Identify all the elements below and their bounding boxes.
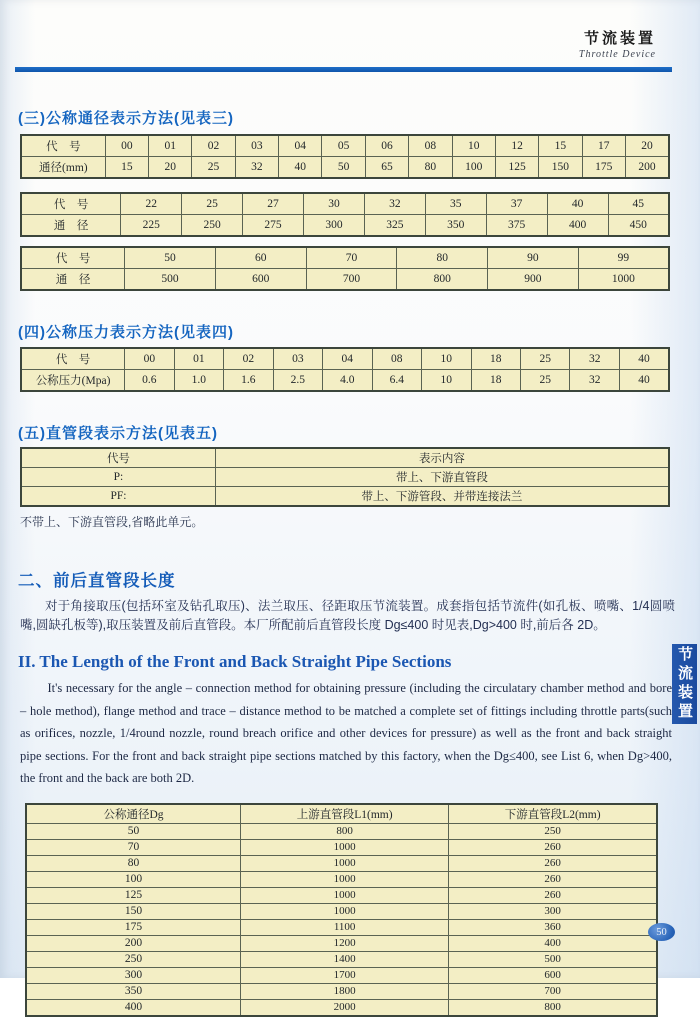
table-diameter-codes-1 — [20, 134, 670, 179]
row-label-cell: 70 — [26, 839, 241, 855]
section-2-body-en: It's necessary for the angle – connection method for obtaining pressure (including the circulatary chamber method and bore – hole method), flange method and trace – distance method to be matched a complete set of fittings including throttle parts(such as orifices, nozzle, 1/4round nozzle, round breach orifice and other devices for pressure) as well as the front and back straight pipe sections. For the front and back straight pipe sections matched by this factory, when the Dg≤400, see List 6, when Dg>400, the front and the back are both 2D. — [20, 681, 672, 785]
value-cell: 600 — [215, 269, 306, 291]
table-row — [26, 935, 657, 951]
value-cell: 350 — [425, 215, 486, 237]
value-cell: 15 — [539, 135, 582, 157]
value-cell: 25 — [521, 370, 570, 392]
row-label-cell: 350 — [26, 983, 241, 999]
value-cell: 360 — [449, 919, 657, 935]
table-diameter-codes-2 — [20, 192, 670, 237]
value-cell: 03 — [273, 348, 322, 370]
value-cell: 40 — [619, 370, 669, 392]
row-label-cell: 100 — [26, 871, 241, 887]
value-cell: 260 — [449, 887, 657, 903]
value-cell: 25 — [182, 193, 243, 215]
value-cell: 500 — [449, 951, 657, 967]
value-cell: 17 — [582, 135, 625, 157]
value-cell: 800 — [397, 269, 488, 291]
value-cell: 1800 — [241, 983, 449, 999]
value-cell: 250 — [449, 823, 657, 839]
value-cell: 70 — [306, 247, 397, 269]
table-row — [26, 871, 657, 887]
value-cell: 65 — [365, 157, 408, 179]
value-cell: 250 — [182, 215, 243, 237]
value-cell: 700 — [449, 983, 657, 999]
value-cell: 2000 — [241, 999, 449, 1016]
value-cell: 300 — [449, 903, 657, 919]
value-cell: 03 — [235, 135, 278, 157]
value-cell: 下游直管段L2(mm) — [449, 804, 657, 824]
value-cell: 04 — [323, 348, 372, 370]
value-cell: 400 — [547, 215, 608, 237]
value-cell: 27 — [243, 193, 304, 215]
row-label-cell: 公称压力(Mpa) — [21, 370, 125, 392]
value-cell: 45 — [608, 193, 669, 215]
value-cell: 01 — [149, 135, 192, 157]
value-cell: 90 — [488, 247, 579, 269]
value-cell: 1000 — [241, 871, 449, 887]
row-label-cell: 50 — [26, 823, 241, 839]
section-3-title: (三)公称通径表示方法(见表三) — [18, 110, 234, 127]
section-4-title: (四)公称压力表示方法(见表四) — [18, 324, 234, 341]
table-row — [26, 919, 657, 935]
value-cell: 20 — [625, 135, 669, 157]
value-cell: 带上、下游管段、并带连接法兰 — [215, 487, 669, 507]
value-cell: 300 — [304, 215, 365, 237]
row-label-cell: 125 — [26, 887, 241, 903]
value-cell: 375 — [486, 215, 547, 237]
table-pipe-section-codes — [20, 447, 670, 507]
table-row — [21, 269, 669, 291]
table-row — [26, 951, 657, 967]
value-cell: 1400 — [241, 951, 449, 967]
value-cell: 40 — [547, 193, 608, 215]
table-pressure-codes — [20, 347, 670, 392]
value-cell: 40 — [279, 157, 322, 179]
value-cell: 1200 — [241, 935, 449, 951]
table-row — [26, 887, 657, 903]
value-cell: 80 — [397, 247, 488, 269]
value-cell: 1.6 — [224, 370, 273, 392]
value-cell: 80 — [409, 157, 452, 179]
row-label-cell: P: — [21, 468, 215, 487]
table-row — [26, 823, 657, 839]
row-label-cell: 150 — [26, 903, 241, 919]
value-cell: 100 — [452, 157, 495, 179]
table-row — [21, 247, 669, 269]
value-cell: 表示内容 — [215, 448, 669, 468]
value-cell: 260 — [449, 839, 657, 855]
value-cell: 125 — [495, 157, 538, 179]
value-cell: 00 — [105, 135, 148, 157]
table-diameter-codes-3 — [20, 246, 670, 291]
value-cell: 1000 — [578, 269, 669, 291]
value-cell: 6.4 — [372, 370, 421, 392]
value-cell: 12 — [495, 135, 538, 157]
value-cell: 1000 — [241, 887, 449, 903]
value-cell: 25 — [192, 157, 235, 179]
header-title-cn: 节流装置 — [583, 30, 656, 47]
row-label-cell: 代 号 — [21, 247, 125, 269]
table-straight-pipe-lengths — [25, 803, 658, 1017]
value-cell: 1000 — [241, 839, 449, 855]
row-label-cell: 通径(mm) — [21, 157, 105, 179]
row-label-cell: 80 — [26, 855, 241, 871]
value-cell: 1.0 — [174, 370, 223, 392]
row-label-cell: 300 — [26, 967, 241, 983]
value-cell: 400 — [449, 935, 657, 951]
value-cell: 1000 — [241, 903, 449, 919]
value-cell: 800 — [449, 999, 657, 1016]
header-rule — [15, 67, 672, 72]
value-cell: 200 — [625, 157, 669, 179]
value-cell: 35 — [425, 193, 486, 215]
table-row — [26, 967, 657, 983]
value-cell: 32 — [235, 157, 278, 179]
header-title-en: Throttle Device — [578, 49, 656, 60]
table-row — [26, 903, 657, 919]
value-cell: 900 — [488, 269, 579, 291]
page-header — [0, 0, 656, 60]
value-cell: 上游直管段L1(mm) — [241, 804, 449, 824]
value-cell: 01 — [174, 348, 223, 370]
value-cell: 4.0 — [323, 370, 372, 392]
value-cell: 60 — [215, 247, 306, 269]
value-cell: 50 — [322, 157, 365, 179]
row-label-cell: 250 — [26, 951, 241, 967]
value-cell: 50 — [125, 247, 216, 269]
table-row — [21, 157, 669, 179]
value-cell: 260 — [449, 871, 657, 887]
value-cell: 500 — [125, 269, 216, 291]
value-cell: 02 — [224, 348, 273, 370]
table-row — [26, 855, 657, 871]
value-cell: 06 — [365, 135, 408, 157]
value-cell: 99 — [578, 247, 669, 269]
section-2-body-cn: 对于角接取压(包括环室及钻孔取压)、法兰取压、径距取压节流装置。成套指包括节流件(如孔板、喷嘴、1/4圆喷嘴,圆缺孔板等),取压装置及前后直管段。本厂所配前后直管段长度 Dg≤400 时见表,Dg>400 时,前后各 2D。 — [20, 599, 675, 632]
section-2-title-en: II. The Length of the Front and Back Straight Pipe Sections — [18, 652, 452, 671]
value-cell: 30 — [304, 193, 365, 215]
value-cell: 05 — [322, 135, 365, 157]
table-row — [26, 804, 657, 824]
section-2-title-cn: 二、前后直管段长度 — [18, 572, 176, 590]
value-cell: 02 — [192, 135, 235, 157]
value-cell: 22 — [121, 193, 182, 215]
table-row — [21, 215, 669, 237]
table-row — [21, 135, 669, 157]
section-5-title: (五)直管段表示方法(见表五) — [18, 425, 218, 442]
table-row — [26, 839, 657, 855]
value-cell: 32 — [364, 193, 425, 215]
value-cell: 00 — [125, 348, 174, 370]
value-cell: 32 — [570, 348, 619, 370]
value-cell: 25 — [521, 348, 570, 370]
value-cell: 0.6 — [125, 370, 174, 392]
row-label-cell: 400 — [26, 999, 241, 1016]
value-cell: 260 — [449, 855, 657, 871]
value-cell: 40 — [619, 348, 669, 370]
row-label-cell: 代 号 — [21, 193, 121, 215]
value-cell: 225 — [121, 215, 182, 237]
table-row — [21, 370, 669, 392]
value-cell: 10 — [422, 348, 471, 370]
value-cell: 275 — [243, 215, 304, 237]
row-label-cell: PF: — [21, 487, 215, 507]
value-cell: 18 — [471, 370, 520, 392]
value-cell: 37 — [486, 193, 547, 215]
value-cell: 20 — [149, 157, 192, 179]
side-tab-throttle-device: 节流装置 — [672, 644, 697, 724]
value-cell: 325 — [364, 215, 425, 237]
value-cell: 2.5 — [273, 370, 322, 392]
row-label-cell: 代 号 — [21, 135, 105, 157]
page-number-badge: 50 — [648, 923, 675, 941]
value-cell: 1700 — [241, 967, 449, 983]
table-row — [21, 193, 669, 215]
table-row — [21, 448, 669, 468]
value-cell: 18 — [471, 348, 520, 370]
value-cell: 450 — [608, 215, 669, 237]
table-row — [21, 468, 669, 487]
value-cell: 800 — [241, 823, 449, 839]
value-cell: 04 — [279, 135, 322, 157]
table-5-note: 不带上、下游直管段,省略此单元。 — [20, 515, 204, 529]
value-cell: 15 — [105, 157, 148, 179]
value-cell: 10 — [452, 135, 495, 157]
row-label-cell: 175 — [26, 919, 241, 935]
row-label-cell: 代号 — [21, 448, 215, 468]
table-row — [26, 999, 657, 1016]
value-cell: 10 — [422, 370, 471, 392]
value-cell: 150 — [539, 157, 582, 179]
value-cell: 32 — [570, 370, 619, 392]
value-cell: 08 — [409, 135, 452, 157]
row-label-cell: 代 号 — [21, 348, 125, 370]
value-cell: 700 — [306, 269, 397, 291]
row-label-cell: 200 — [26, 935, 241, 951]
value-cell: 带上、下游直管段 — [215, 468, 669, 487]
row-label-cell: 通 径 — [21, 269, 125, 291]
value-cell: 600 — [449, 967, 657, 983]
row-label-cell: 通 径 — [21, 215, 121, 237]
value-cell: 08 — [372, 348, 421, 370]
value-cell: 175 — [582, 157, 625, 179]
value-cell: 1100 — [241, 919, 449, 935]
value-cell: 1000 — [241, 855, 449, 871]
table-row — [26, 983, 657, 999]
table-row — [21, 487, 669, 507]
row-label-cell: 公称通径Dg — [26, 804, 241, 824]
table-row — [21, 348, 669, 370]
